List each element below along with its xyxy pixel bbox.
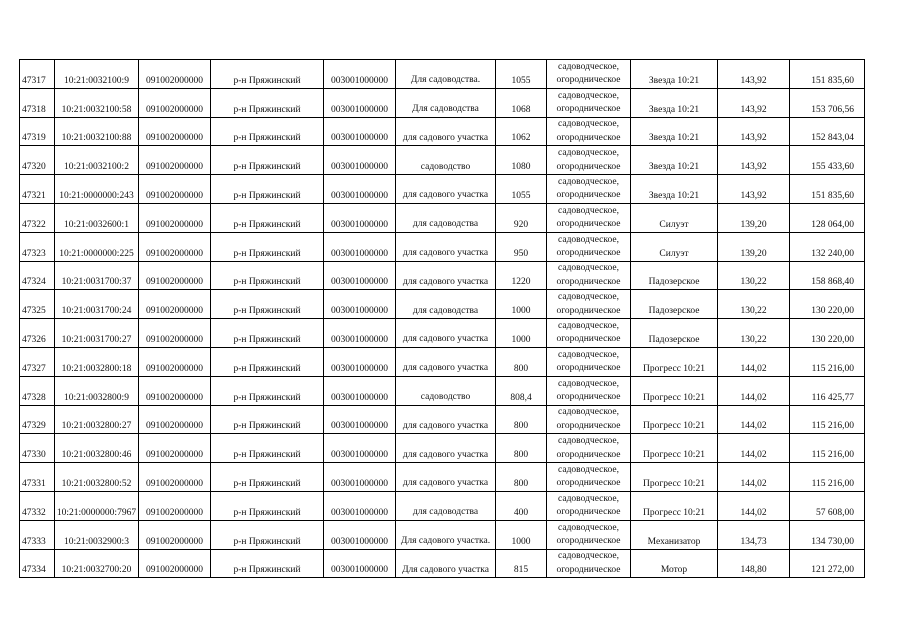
category-line-1: садоводческое, — [558, 551, 619, 562]
permitted-use-cell: Для садового участка — [396, 549, 496, 578]
association-name-cell: Падозерское — [631, 290, 718, 319]
table-row — [20, 261, 865, 290]
oktmo-code-cell: 091002000000 — [139, 117, 211, 146]
category-line-2: огородническое — [556, 248, 621, 259]
district-cell: р-н Пряжинский — [211, 520, 324, 549]
oktmo-code-cell: 091002000000 — [139, 463, 211, 492]
row-number-cell: 47322 — [20, 203, 55, 232]
table-row — [20, 347, 865, 376]
cadastral-value-cell: 121 272,00 — [790, 549, 865, 578]
cadastral-number-cell: 10:21:0032800:52 — [55, 463, 139, 492]
district-cell: р-н Пряжинский — [211, 319, 324, 348]
category-cell — [547, 117, 631, 146]
row-number-cell: 47321 — [20, 175, 55, 204]
category-cell — [547, 175, 631, 204]
association-name-cell: Звезда 10:21 — [631, 88, 718, 117]
category-line-2: огородническое — [556, 420, 621, 431]
category-cell — [547, 491, 631, 520]
area-cell: 800 — [496, 434, 547, 463]
row-number-cell: 47328 — [20, 376, 55, 405]
association-name-cell: Падозерское — [631, 261, 718, 290]
permitted-use-cell: для садового участка — [396, 319, 496, 348]
specific-value-cell: 139,20 — [718, 203, 790, 232]
association-name-cell: Прогресс 10:21 — [631, 405, 718, 434]
oktmo-code-cell: 091002000000 — [139, 347, 211, 376]
oktmo-code-cell: 091002000000 — [139, 290, 211, 319]
category-line-1: садоводческое, — [558, 263, 619, 274]
cadastral-number-cell: 10:21:0031700:27 — [55, 319, 139, 348]
category-line-2: огородническое — [556, 449, 621, 460]
table-row — [20, 319, 865, 348]
locality-code-cell: 003001000000 — [324, 434, 396, 463]
association-name-cell: Прогресс 10:21 — [631, 347, 718, 376]
area-cell: 1055 — [496, 60, 547, 89]
district-cell: р-н Пряжинский — [211, 347, 324, 376]
category-cell — [547, 290, 631, 319]
cadastral-value-cell: 130 220,00 — [790, 290, 865, 319]
locality-code-cell: 003001000000 — [324, 463, 396, 492]
area-cell: 800 — [496, 463, 547, 492]
row-number-cell: 47332 — [20, 491, 55, 520]
district-cell: р-н Пряжинский — [211, 290, 324, 319]
table-row — [20, 405, 865, 434]
category-line-2: огородническое — [556, 305, 621, 316]
locality-code-cell: 003001000000 — [324, 60, 396, 89]
row-number-cell: 47320 — [20, 146, 55, 175]
cadastral-number-cell: 10:21:0031700:37 — [55, 261, 139, 290]
oktmo-code-cell: 091002000000 — [139, 261, 211, 290]
category-line-1: садоводческое, — [558, 61, 619, 72]
district-cell: р-н Пряжинский — [211, 60, 324, 89]
locality-code-cell: 003001000000 — [324, 319, 396, 348]
category-cell — [547, 520, 631, 549]
specific-value-cell: 144,02 — [718, 376, 790, 405]
locality-code-cell: 003001000000 — [324, 146, 396, 175]
oktmo-code-cell: 091002000000 — [139, 405, 211, 434]
row-number-cell: 47326 — [20, 319, 55, 348]
cadastral-value-cell: 158 868,40 — [790, 261, 865, 290]
association-name-cell: Силуэт — [631, 232, 718, 261]
district-cell: р-н Пряжинский — [211, 463, 324, 492]
specific-value-cell: 143,92 — [718, 146, 790, 175]
category-cell — [547, 319, 631, 348]
row-number-cell: 47330 — [20, 434, 55, 463]
row-number-cell: 47319 — [20, 117, 55, 146]
association-name-cell: Прогресс 10:21 — [631, 376, 718, 405]
category-cell — [547, 203, 631, 232]
permitted-use-cell: для садоводства — [396, 203, 496, 232]
category-line-1: садоводческое, — [558, 378, 619, 389]
cadastral-registry-table — [19, 59, 865, 578]
category-cell — [547, 376, 631, 405]
row-number-cell: 47331 — [20, 463, 55, 492]
district-cell: р-н Пряжинский — [211, 175, 324, 204]
permitted-use-cell: Для садоводства. — [396, 60, 496, 89]
category-line-2: огородническое — [556, 392, 621, 403]
area-cell: 1220 — [496, 261, 547, 290]
category-line-1: садоводческое, — [558, 292, 619, 303]
category-line-1: садоводческое, — [558, 436, 619, 447]
area-cell: 950 — [496, 232, 547, 261]
area-cell: 808,4 — [496, 376, 547, 405]
category-line-2: огородническое — [556, 334, 621, 345]
specific-value-cell: 144,02 — [718, 491, 790, 520]
category-line-1: садоводческое, — [558, 493, 619, 504]
category-cell — [547, 347, 631, 376]
category-line-2: огородническое — [556, 161, 621, 172]
category-line-2: огородническое — [556, 363, 621, 374]
specific-value-cell: 130,22 — [718, 261, 790, 290]
cadastral-value-cell: 132 240,00 — [790, 232, 865, 261]
category-cell — [547, 463, 631, 492]
cadastral-number-cell: 10:21:0032100:9 — [55, 60, 139, 89]
cadastral-value-cell: 115 216,00 — [790, 463, 865, 492]
locality-code-cell: 003001000000 — [324, 117, 396, 146]
locality-code-cell: 003001000000 — [324, 405, 396, 434]
category-line-2: огородническое — [556, 75, 621, 86]
cadastral-value-cell: 152 843,04 — [790, 117, 865, 146]
locality-code-cell: 003001000000 — [324, 347, 396, 376]
category-cell — [547, 261, 631, 290]
category-cell — [547, 434, 631, 463]
district-cell: р-н Пряжинский — [211, 549, 324, 578]
district-cell: р-н Пряжинский — [211, 491, 324, 520]
locality-code-cell: 003001000000 — [324, 175, 396, 204]
specific-value-cell: 144,02 — [718, 434, 790, 463]
association-name-cell: Прогресс 10:21 — [631, 434, 718, 463]
association-name-cell: Звезда 10:21 — [631, 146, 718, 175]
oktmo-code-cell: 091002000000 — [139, 434, 211, 463]
area-cell: 1062 — [496, 117, 547, 146]
category-line-1: садоводческое, — [558, 148, 619, 159]
oktmo-code-cell: 091002000000 — [139, 60, 211, 89]
table-row — [20, 434, 865, 463]
table-body — [20, 60, 865, 578]
cadastral-value-cell: 57 608,00 — [790, 491, 865, 520]
row-number-cell: 47317 — [20, 60, 55, 89]
oktmo-code-cell: 091002000000 — [139, 319, 211, 348]
district-cell: р-н Пряжинский — [211, 232, 324, 261]
district-cell: р-н Пряжинский — [211, 117, 324, 146]
association-name-cell: Мотор — [631, 549, 718, 578]
table-row — [20, 117, 865, 146]
locality-code-cell: 003001000000 — [324, 88, 396, 117]
cadastral-number-cell: 10:21:0032900:3 — [55, 520, 139, 549]
specific-value-cell: 144,02 — [718, 463, 790, 492]
category-line-2: огородническое — [556, 104, 621, 115]
permitted-use-cell: для садового участка — [396, 175, 496, 204]
table-row — [20, 175, 865, 204]
district-cell: р-н Пряжинский — [211, 146, 324, 175]
permitted-use-cell: для садоводства — [396, 491, 496, 520]
table-row — [20, 146, 865, 175]
cadastral-number-cell: 10:21:0032800:9 — [55, 376, 139, 405]
table-row — [20, 520, 865, 549]
specific-value-cell: 130,22 — [718, 290, 790, 319]
cadastral-value-cell: 134 730,00 — [790, 520, 865, 549]
category-line-2: огородническое — [556, 276, 621, 287]
locality-code-cell: 003001000000 — [324, 232, 396, 261]
row-number-cell: 47324 — [20, 261, 55, 290]
cadastral-number-cell: 10:21:0032600:1 — [55, 203, 139, 232]
locality-code-cell: 003001000000 — [324, 290, 396, 319]
specific-value-cell: 144,02 — [718, 347, 790, 376]
row-number-cell: 47334 — [20, 549, 55, 578]
category-line-1: садоводческое, — [558, 349, 619, 360]
oktmo-code-cell: 091002000000 — [139, 549, 211, 578]
category-cell — [547, 88, 631, 117]
cadastral-number-cell: 10:21:0000000:7967 — [55, 491, 139, 520]
permitted-use-cell: для садового участка — [396, 405, 496, 434]
association-name-cell: Падозерское — [631, 319, 718, 348]
district-cell: р-н Пряжинский — [211, 434, 324, 463]
association-name-cell: Звезда 10:21 — [631, 117, 718, 146]
category-line-1: садоводческое, — [558, 464, 619, 475]
permitted-use-cell: для садового участка — [396, 232, 496, 261]
oktmo-code-cell: 091002000000 — [139, 88, 211, 117]
permitted-use-cell: для садового участка — [396, 261, 496, 290]
locality-code-cell: 003001000000 — [324, 261, 396, 290]
locality-code-cell: 003001000000 — [324, 376, 396, 405]
cadastral-number-cell: 10:21:0032800:27 — [55, 405, 139, 434]
area-cell: 800 — [496, 405, 547, 434]
area-cell: 800 — [496, 347, 547, 376]
area-cell: 1000 — [496, 290, 547, 319]
association-name-cell: Звезда 10:21 — [631, 60, 718, 89]
table-row — [20, 88, 865, 117]
category-line-1: садоводческое, — [558, 320, 619, 331]
category-cell — [547, 232, 631, 261]
oktmo-code-cell: 091002000000 — [139, 175, 211, 204]
cadastral-value-cell: 116 425,77 — [790, 376, 865, 405]
association-name-cell: Силуэт — [631, 203, 718, 232]
locality-code-cell: 003001000000 — [324, 491, 396, 520]
category-cell — [547, 405, 631, 434]
permitted-use-cell: для садового участка — [396, 347, 496, 376]
category-line-1: садоводческое, — [558, 205, 619, 216]
specific-value-cell: 144,02 — [718, 405, 790, 434]
cadastral-value-cell: 130 220,00 — [790, 319, 865, 348]
table-row — [20, 232, 865, 261]
category-line-1: садоводческое, — [558, 522, 619, 533]
specific-value-cell: 143,92 — [718, 175, 790, 204]
category-cell — [547, 146, 631, 175]
permitted-use-cell: садоводство — [396, 146, 496, 175]
cadastral-number-cell: 10:21:0032100:58 — [55, 88, 139, 117]
category-cell — [547, 549, 631, 578]
specific-value-cell: 148,80 — [718, 549, 790, 578]
association-name-cell: Прогресс 10:21 — [631, 463, 718, 492]
category-line-1: садоводческое, — [558, 90, 619, 101]
category-line-2: огородническое — [556, 190, 621, 201]
table-row — [20, 60, 865, 89]
oktmo-code-cell: 091002000000 — [139, 491, 211, 520]
cadastral-number-cell: 10:21:0031700:24 — [55, 290, 139, 319]
category-cell — [547, 60, 631, 89]
permitted-use-cell: Для садового участка. — [396, 520, 496, 549]
area-cell: 400 — [496, 491, 547, 520]
area-cell: 815 — [496, 549, 547, 578]
cadastral-value-cell: 151 835,60 — [790, 60, 865, 89]
area-cell: 1055 — [496, 175, 547, 204]
specific-value-cell: 134,73 — [718, 520, 790, 549]
cadastral-number-cell: 10:21:0032700:20 — [55, 549, 139, 578]
permitted-use-cell: для садового участка — [396, 117, 496, 146]
permitted-use-cell: для садоводства — [396, 290, 496, 319]
oktmo-code-cell: 091002000000 — [139, 232, 211, 261]
category-line-1: садоводческое, — [558, 407, 619, 418]
area-cell: 1000 — [496, 520, 547, 549]
locality-code-cell: 003001000000 — [324, 520, 396, 549]
cadastral-value-cell: 128 064,00 — [790, 203, 865, 232]
cadastral-number-cell: 10:21:0000000:243 — [55, 175, 139, 204]
specific-value-cell: 139,20 — [718, 232, 790, 261]
area-cell: 1000 — [496, 319, 547, 348]
cadastral-value-cell: 151 835,60 — [790, 175, 865, 204]
cadastral-number-cell: 10:21:0000000:225 — [55, 232, 139, 261]
cadastral-number-cell: 10:21:0032800:46 — [55, 434, 139, 463]
district-cell: р-н Пряжинский — [211, 88, 324, 117]
table-row — [20, 290, 865, 319]
category-line-2: огородническое — [556, 132, 621, 143]
category-line-2: огородническое — [556, 507, 621, 518]
category-line-1: садоводческое, — [558, 176, 619, 187]
cadastral-number-cell: 10:21:0032100:2 — [55, 146, 139, 175]
category-line-2: огородническое — [556, 536, 621, 547]
district-cell: р-н Пряжинский — [211, 261, 324, 290]
permitted-use-cell: для садового участка — [396, 434, 496, 463]
area-cell: 920 — [496, 203, 547, 232]
row-number-cell: 47323 — [20, 232, 55, 261]
row-number-cell: 47333 — [20, 520, 55, 549]
category-line-1: садоводческое, — [558, 119, 619, 130]
specific-value-cell: 143,92 — [718, 88, 790, 117]
oktmo-code-cell: 091002000000 — [139, 376, 211, 405]
table-row — [20, 203, 865, 232]
district-cell: р-н Пряжинский — [211, 376, 324, 405]
oktmo-code-cell: 091002000000 — [139, 146, 211, 175]
cadastral-number-cell: 10:21:0032100:88 — [55, 117, 139, 146]
cadastral-value-cell: 115 216,00 — [790, 434, 865, 463]
row-number-cell: 47327 — [20, 347, 55, 376]
cadastral-value-cell: 115 216,00 — [790, 347, 865, 376]
table-row — [20, 463, 865, 492]
association-name-cell: Механизатор — [631, 520, 718, 549]
locality-code-cell: 003001000000 — [324, 203, 396, 232]
district-cell: р-н Пряжинский — [211, 203, 324, 232]
table-row — [20, 549, 865, 578]
permitted-use-cell: садоводство — [396, 376, 496, 405]
category-line-1: садоводческое, — [558, 234, 619, 245]
category-line-2: огородническое — [556, 219, 621, 230]
cadastral-value-cell: 153 706,56 — [790, 88, 865, 117]
locality-code-cell: 003001000000 — [324, 549, 396, 578]
district-cell: р-н Пряжинский — [211, 405, 324, 434]
category-line-2: огородническое — [556, 478, 621, 489]
association-name-cell: Звезда 10:21 — [631, 175, 718, 204]
cadastral-value-cell: 115 216,00 — [790, 405, 865, 434]
category-line-2: огородническое — [556, 564, 621, 575]
table-row — [20, 376, 865, 405]
specific-value-cell: 130,22 — [718, 319, 790, 348]
oktmo-code-cell: 091002000000 — [139, 203, 211, 232]
permitted-use-cell: Для садоводства — [396, 88, 496, 117]
table-row — [20, 491, 865, 520]
cadastral-value-cell: 155 433,60 — [790, 146, 865, 175]
permitted-use-cell: для садового участка — [396, 463, 496, 492]
area-cell: 1068 — [496, 88, 547, 117]
specific-value-cell: 143,92 — [718, 60, 790, 89]
area-cell: 1080 — [496, 146, 547, 175]
row-number-cell: 47325 — [20, 290, 55, 319]
cadastral-number-cell: 10:21:0032800:18 — [55, 347, 139, 376]
specific-value-cell: 143,92 — [718, 117, 790, 146]
row-number-cell: 47318 — [20, 88, 55, 117]
association-name-cell: Прогресс 10:21 — [631, 491, 718, 520]
row-number-cell: 47329 — [20, 405, 55, 434]
oktmo-code-cell: 091002000000 — [139, 520, 211, 549]
